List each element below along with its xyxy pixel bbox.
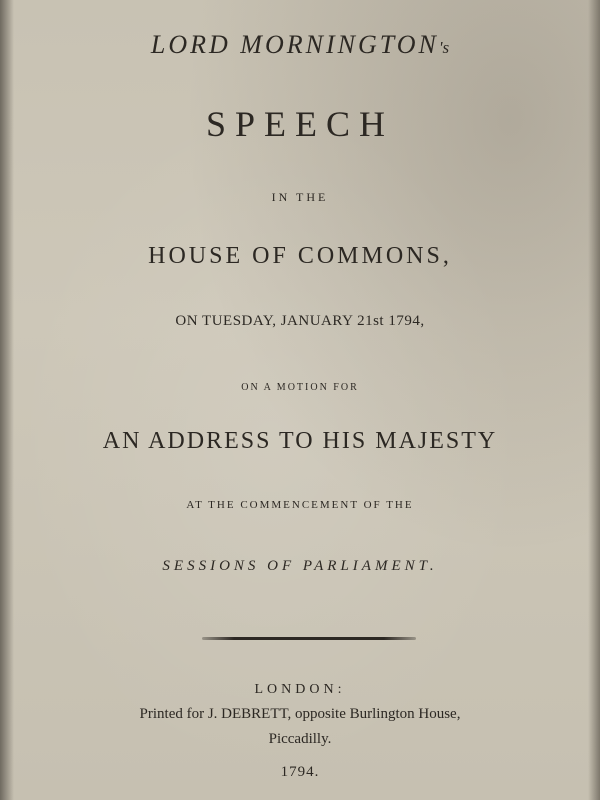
author-title: LORD MORNINGTON's	[150, 30, 450, 59]
sessions-line: SESSIONS OF PARLIAMENT.	[162, 558, 438, 574]
house-of-commons-line: HOUSE OF COMMONS,	[148, 243, 452, 269]
address-line: AN ADDRESS TO HIS MAJESTY	[102, 428, 498, 454]
motion-line: ON A MOTION FOR	[241, 382, 359, 393]
imprint-place: Piccadilly.	[268, 731, 332, 747]
imprint-city: LONDON:	[254, 682, 346, 697]
in-the-line: IN THE	[271, 190, 329, 204]
commencement-line: AT THE COMMENCEMENT OF THE	[186, 499, 414, 511]
imprint-printer: Printed for J. DEBRETT, opposite Burlington House,	[139, 706, 461, 722]
imprint-year: 1794.	[280, 764, 320, 780]
author-title-suffix: 's	[438, 38, 450, 57]
date-line: ON TUESDAY, JANUARY 21st 1794,	[175, 313, 425, 329]
speech-heading: SPEECH	[205, 104, 395, 144]
decorative-rule	[202, 637, 416, 640]
